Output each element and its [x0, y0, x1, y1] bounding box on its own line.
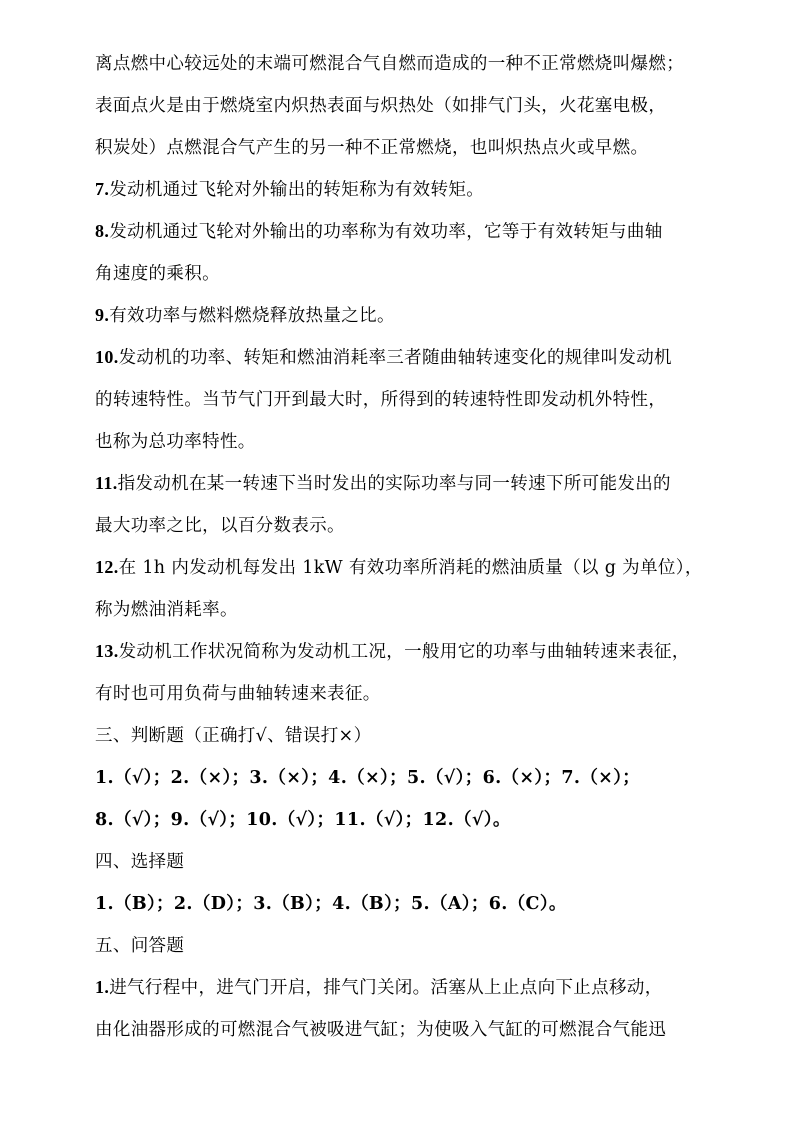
line-text: 8.（√）；9.（√）；10.（√）；11.（√）；12.（√）。: [95, 810, 511, 830]
line-text: 有效功率与燃料燃烧释放热量之比。: [109, 306, 395, 326]
answer-13: [95, 639, 690, 664]
line-text: 角速度的乘积。: [95, 264, 220, 284]
answer-11: [95, 471, 671, 496]
line-text: 称为燃油消耗率。: [95, 600, 238, 620]
line-text: 在 1h 内发动机每发出 1kW 有效功率所消耗的燃油质量（以 g 为单位），: [118, 558, 703, 578]
item-number: 12.: [95, 557, 119, 577]
line-text: 1.（√）；2.（×）；3.（×）；4.（×）；5.（√）；6.（×）；7.（×）；: [95, 768, 641, 788]
text-line-24: [95, 1017, 666, 1042]
line-text: 由化油器形成的可燃混合气被吸进气缸；为使吸入气缸的可燃混合气能迅: [95, 1020, 667, 1040]
text-line-12: [95, 513, 345, 538]
section-heading-multiple-choice: [95, 849, 184, 874]
line-text: 三、判断题（正确打√、错误打×）: [95, 726, 372, 746]
line-text: 也称为总功率特性。: [95, 432, 256, 452]
line-text: 四、选择题: [95, 852, 185, 872]
section-heading-true-false: [95, 723, 371, 748]
answer-8: [95, 219, 663, 244]
text-line-14: [95, 597, 238, 622]
section-heading-questions: [95, 933, 184, 958]
line-text: 的转速特性。当节气门开到最大时，所得到的转速特性即发动机外特性，: [95, 390, 667, 410]
answer-7: [95, 177, 484, 202]
line-text: 发动机的功率、转矩和燃油消耗率三者随曲轴转速变化的规律叫发动机: [118, 348, 672, 368]
line-text: 发动机通过飞轮对外输出的功率称为有效功率，它等于有效转矩与曲轴: [109, 222, 663, 242]
text-line-9: [95, 387, 666, 412]
answer-12: [95, 555, 703, 580]
item-number: 13.: [95, 641, 119, 661]
text-line-6: [95, 261, 220, 286]
answer-9: [95, 303, 395, 328]
item-number: 11.: [95, 473, 118, 493]
question-answer-1: [95, 975, 663, 1000]
item-number: 10.: [95, 347, 119, 367]
true-false-answers-1: [95, 765, 640, 790]
text-line-2: [95, 93, 666, 118]
line-text: 有时也可用负荷与曲轴转速来表征。: [95, 684, 381, 704]
text-line-1: [95, 51, 684, 76]
line-text: 1.（B）；2.（D）；3.（B）；4.（B）；5.（A）；6.（C）。: [95, 894, 567, 914]
line-text: 进气行程中，进气门开启，排气门关闭。活塞从上止点向下止点移动，: [109, 978, 663, 998]
item-number: 7.: [95, 179, 110, 199]
text-line-3: [95, 135, 648, 160]
item-number: 9.: [95, 305, 110, 325]
text-line-16: [95, 681, 381, 706]
line-text: 指发动机在某一转速下当时发出的实际功率与同一转速下所可能发出的: [117, 474, 671, 494]
line-text: 发动机通过飞轮对外输出的转矩称为有效转矩。: [109, 180, 485, 200]
line-text: 发动机工作状况简称为发动机工况，一般用它的功率与曲轴转速来表征，: [118, 642, 690, 662]
line-text: 五、问答题: [95, 936, 185, 956]
line-text: 表面点火是由于燃烧室内炽热表面与炽热处（如排气门头，火花塞电极，: [95, 96, 667, 116]
line-text: 积炭处）点燃混合气产生的另一种不正常燃烧，也叫炽热点火或早燃。: [95, 138, 649, 158]
line-text: 最大功率之比，以百分数表示。: [95, 516, 345, 536]
answer-10: [95, 345, 672, 370]
true-false-answers-2: [95, 807, 511, 832]
text-line-10: [95, 429, 256, 454]
line-text: 离点燃中心较远处的末端可燃混合气自燃而造成的一种不正常燃烧叫爆燃；: [95, 54, 685, 74]
item-number: 1.: [95, 977, 110, 997]
item-number: 8.: [95, 221, 110, 241]
multiple-choice-answers: [95, 891, 567, 916]
